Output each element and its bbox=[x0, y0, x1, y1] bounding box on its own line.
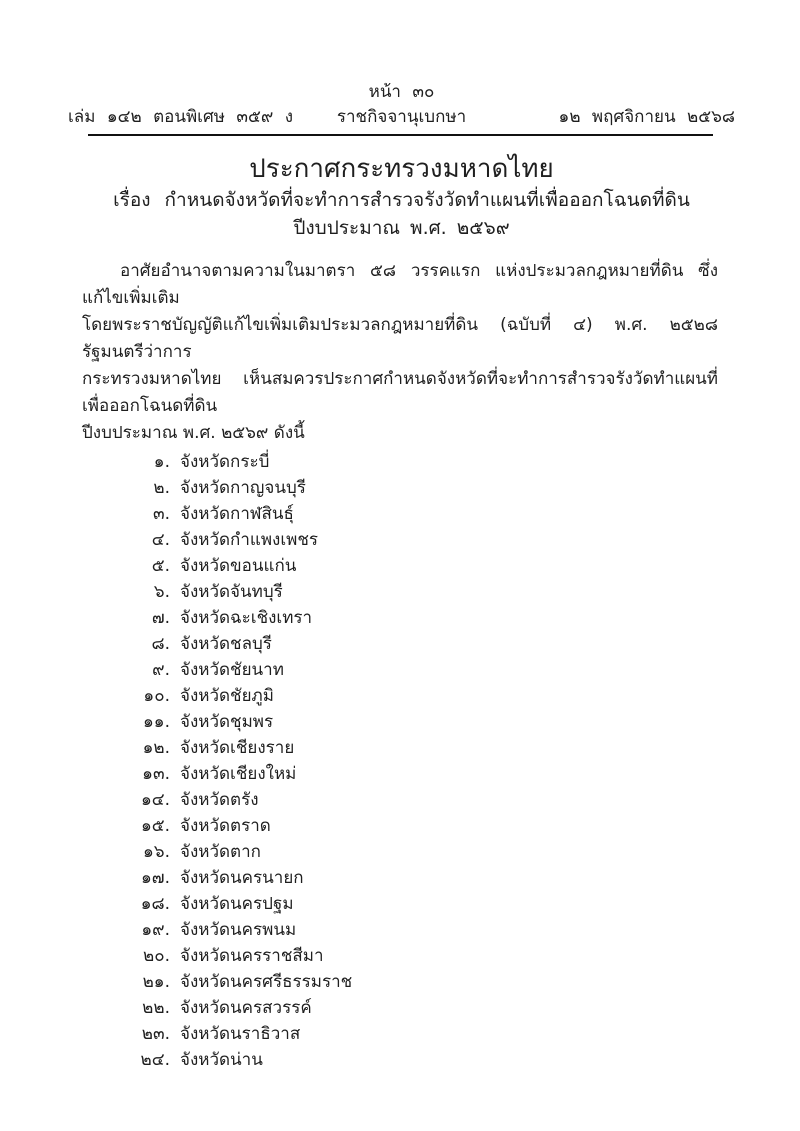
province-list-item bbox=[68, 735, 735, 761]
province-list-item bbox=[68, 813, 735, 839]
province-number: ๑๘. bbox=[140, 894, 170, 914]
province-name: จังหวัดชัยภูมิ bbox=[180, 686, 274, 706]
province-list-item bbox=[68, 943, 735, 969]
province-name: จังหวัดนครพนม bbox=[180, 920, 297, 940]
province-number: ๙. bbox=[152, 660, 170, 680]
province-number: ๗. bbox=[151, 608, 170, 628]
publication-date: ๑๒ พฤศจิกายน ๒๕๖๘ bbox=[558, 107, 735, 127]
announcement-title: ประกาศกระทรวงมหาดไทย bbox=[249, 154, 554, 184]
province-number: ๖. bbox=[153, 582, 170, 602]
preamble-line: ปีงบประมาณ พ.ศ. ๒๕๖๙ ดังนี้ bbox=[82, 423, 305, 443]
province-list-item bbox=[68, 527, 735, 553]
province-list-item bbox=[68, 969, 735, 995]
province-number: ๒๒. bbox=[142, 998, 170, 1018]
province-list-item bbox=[68, 761, 735, 787]
preamble-line: กระทรวงมหาดไทย เห็นสมควรประกาศกำหนดจังหวัดที่จะทำการสำรวจรังวัดทำแผนที่เพื่อออกโฉนดที่ดิน bbox=[82, 369, 718, 416]
province-name: จังหวัดชุมพร bbox=[180, 712, 274, 732]
province-list-item bbox=[68, 787, 735, 813]
province-name: จังหวัดกระบี่ bbox=[180, 452, 270, 472]
province-number: ๘. bbox=[151, 634, 170, 654]
province-name: จังหวัดกาฬสินธุ์ bbox=[180, 504, 294, 524]
province-list-item bbox=[68, 709, 735, 735]
province-number: ๑๙. bbox=[141, 920, 170, 940]
province-name: จังหวัดฉะเชิงเทรา bbox=[180, 608, 313, 628]
province-name: จังหวัดเชียงใหม่ bbox=[180, 764, 297, 784]
province-number: ๓. bbox=[152, 504, 170, 524]
fiscal-year-line: ปีงบประมาณ พ.ศ. ๒๕๖๙ bbox=[293, 217, 510, 239]
province-list-item bbox=[68, 449, 735, 475]
province-name: จังหวัดตาก bbox=[180, 842, 261, 862]
province-list-item bbox=[68, 683, 735, 709]
province-list-item bbox=[68, 891, 735, 917]
province-name: จังหวัดกำแพงเพชร bbox=[180, 530, 319, 550]
province-number: ๑๔. bbox=[140, 790, 170, 810]
gazette-header-row bbox=[68, 104, 735, 130]
province-name: จังหวัดนครราชสีมา bbox=[180, 946, 324, 966]
province-list-item bbox=[68, 553, 735, 579]
province-name: จังหวัดขอนแก่น bbox=[180, 556, 297, 576]
province-name: จังหวัดตรัง bbox=[180, 790, 259, 810]
preamble-line: อาศัยอำนาจตามความในมาตรา ๕๘ วรรคแรก แห่งประมวลกฎหมายที่ดิน ซึ่งแก้ไขเพิ่มเติม bbox=[82, 261, 718, 308]
subject-prefix: เรื่อง bbox=[113, 189, 151, 211]
province-name: จังหวัดนครสวรรค์ bbox=[180, 998, 312, 1018]
province-number: ๑๕. bbox=[140, 816, 170, 836]
province-number: ๒๐. bbox=[143, 946, 170, 966]
province-list-item bbox=[68, 475, 735, 501]
province-name: จังหวัดชัยนาท bbox=[180, 660, 284, 680]
province-list-item bbox=[68, 579, 735, 605]
province-number: ๒. bbox=[153, 478, 170, 498]
province-number: ๑๒. bbox=[142, 738, 170, 758]
preamble-paragraph bbox=[82, 258, 718, 447]
subject-text: กำหนดจังหวัดที่จะทำการสำรวจรังวัดทำแผนที่เพื่อออกโฉนดที่ดิน bbox=[164, 189, 690, 211]
province-list-item bbox=[68, 605, 735, 631]
province-number: ๒๓. bbox=[141, 1024, 170, 1044]
province-list-item bbox=[68, 1021, 735, 1047]
province-list-item bbox=[68, 865, 735, 891]
province-number: ๒๔. bbox=[140, 1050, 170, 1070]
province-number: ๑๑. bbox=[143, 712, 170, 732]
province-list-item bbox=[68, 631, 735, 657]
preamble-line: โดยพระราชบัญญัติแก้ไขเพิ่มเติมประมวลกฎหมายที่ดิน (ฉบับที่ ๔) พ.ศ. ๒๕๒๘ รัฐมนตรีว่าการ bbox=[82, 315, 718, 362]
province-name: จังหวัดนครศรีธรรมราช bbox=[180, 972, 353, 992]
province-list bbox=[68, 449, 735, 1073]
province-name: จังหวัดนราธิวาส bbox=[180, 1024, 301, 1044]
province-number: ๑๗. bbox=[141, 868, 170, 888]
province-number: ๔. bbox=[151, 530, 170, 550]
province-name: จังหวัดตราด bbox=[180, 816, 271, 836]
province-number: ๑. bbox=[153, 452, 170, 472]
province-number: ๑๓. bbox=[142, 764, 170, 784]
province-list-item bbox=[68, 995, 735, 1021]
gazette-name: ราชกิจจานุเบกษา bbox=[336, 107, 467, 127]
province-name: จังหวัดชลบุรี bbox=[180, 634, 272, 654]
province-list-item bbox=[68, 657, 735, 683]
page-number: หน้า ๓๐ bbox=[368, 82, 435, 102]
province-name: จังหวัดน่าน bbox=[180, 1050, 263, 1070]
province-name: จังหวัดนครนายก bbox=[180, 868, 304, 888]
province-name: จังหวัดนครปฐม bbox=[180, 894, 294, 914]
province-number: ๒๑. bbox=[142, 972, 170, 992]
province-number: ๑๖. bbox=[143, 842, 170, 862]
province-list-item bbox=[68, 839, 735, 865]
province-name: จังหวัดเชียงราย bbox=[180, 738, 295, 758]
header-rule bbox=[88, 134, 713, 136]
province-list-item bbox=[68, 1047, 735, 1073]
province-name: จังหวัดกาญจนบุรี bbox=[180, 478, 306, 498]
province-number: ๑๐. bbox=[143, 686, 170, 706]
province-number: ๕. bbox=[151, 556, 170, 576]
announcement-subject bbox=[68, 186, 735, 214]
province-list-item bbox=[68, 917, 735, 943]
province-name: จังหวัดจันทบุรี bbox=[180, 582, 283, 602]
province-list-item bbox=[68, 501, 735, 527]
volume-issue-label: เล่ม ๑๔๒ ตอนพิเศษ ๓๕๙ ง bbox=[68, 107, 294, 127]
